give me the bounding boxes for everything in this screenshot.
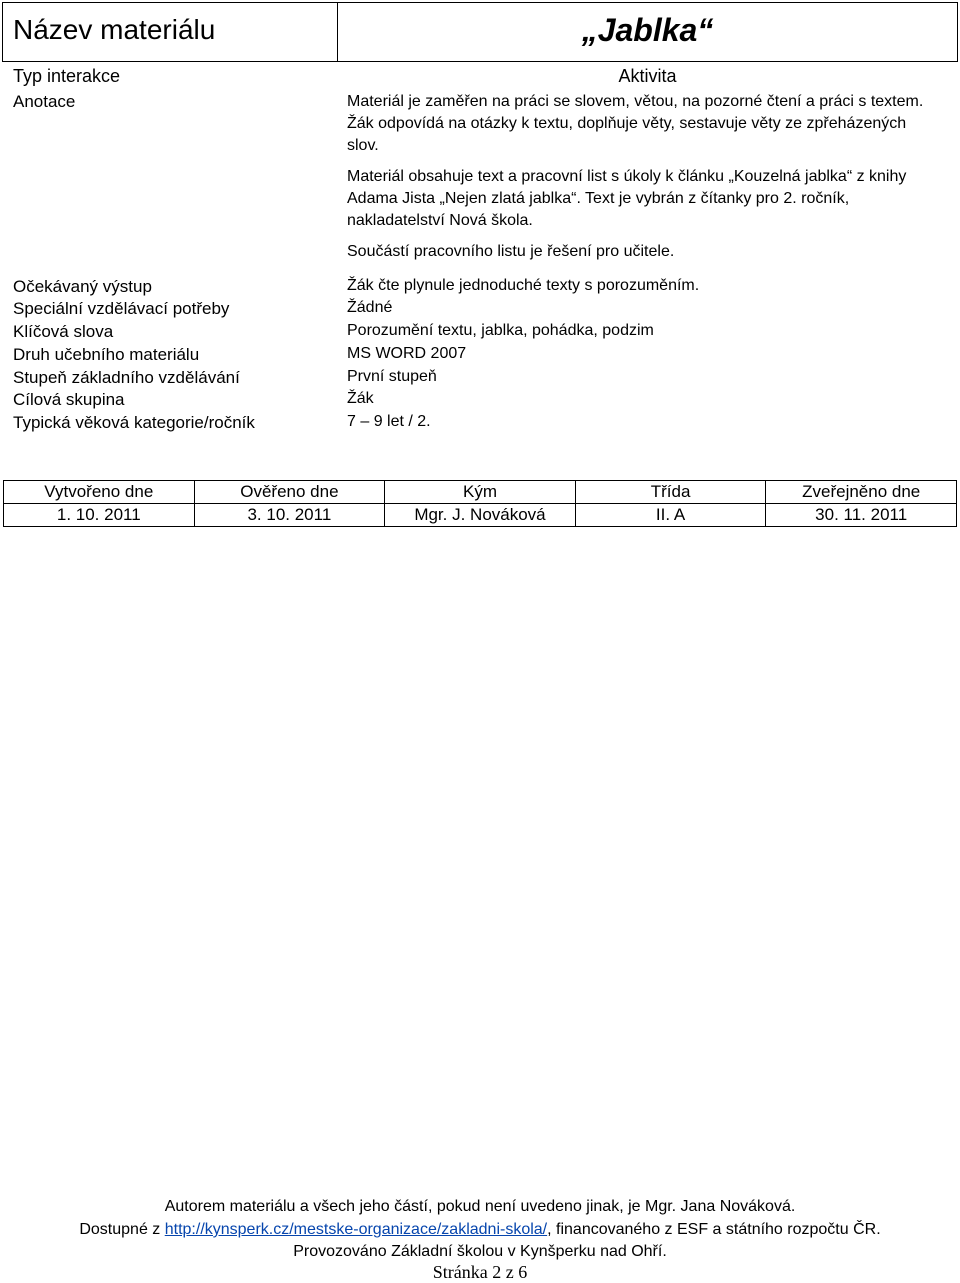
interaction-type-label: Typ interakce <box>13 66 121 86</box>
row-value-education-level: První stupeň <box>347 368 437 385</box>
page-number: Stránka 2 z 6 <box>432 1262 528 1282</box>
material-name-label: Název materiálu <box>13 14 216 45</box>
row-label-material-kind: Druh učebního materiálu <box>13 345 200 364</box>
row-value-material-kind: MS WORD 2007 <box>347 345 467 362</box>
header-published: Zveřejněno dne <box>766 481 957 504</box>
row-label-age-category: Typická věková kategorie/ročník <box>13 413 255 432</box>
row-label-target-group: Cílová skupina <box>13 390 125 409</box>
metadata-table <box>3 480 957 527</box>
row-value-special-needs: Žádné <box>347 299 393 316</box>
metadata-value-row <box>4 504 957 527</box>
row-label-special-needs: Speciální vzdělávací potřeby <box>13 299 230 318</box>
value-verified: 3. 10. 2011 <box>194 504 385 527</box>
header-created: Vytvořeno dne <box>4 481 195 504</box>
interaction-type-value: Aktivita <box>618 66 677 86</box>
header-verified: Ověřeno dne <box>194 481 385 504</box>
footer-author-line: Autorem materiálu a všech jeho částí, pokud není uvedeno jinak, je Mgr. Jana Nováková. <box>164 1198 796 1215</box>
footer-source-line <box>0 1221 960 1239</box>
row-label-education-level: Stupeň základního vzdělávání <box>13 368 240 387</box>
metadata-header-row <box>4 481 957 504</box>
annotation-label: Anotace <box>13 92 76 111</box>
value-by-whom: Mgr. J. Nováková <box>385 504 576 527</box>
row-value-expected-output: Žák čte plynule jednoduché texty s porozuměním. <box>347 277 700 294</box>
annotation-text <box>347 91 937 263</box>
annotation-paragraph-1: Materiál je zaměřen na práci se slovem, větou, na pozorné čtení a práci s textem. Žák odpovídá na otázky k textu, doplňuje věty, sestavuje věty ze zpřeházených slov. <box>347 93 924 154</box>
footer-source-prefix: Dostupné z <box>79 1221 165 1238</box>
header-by-whom: Kým <box>385 481 576 504</box>
value-created: 1. 10. 2011 <box>4 504 195 527</box>
row-label-expected-output: Očekávaný výstup <box>13 277 152 296</box>
value-class: II. A <box>575 504 766 527</box>
material-name-value: „Jablka“ <box>581 12 714 48</box>
row-value-age-category: 7 – 9 let / 2. <box>347 413 431 430</box>
row-label-keywords: Klíčová slova <box>13 322 114 341</box>
row-value-target-group: Žák <box>347 390 374 407</box>
footer-operator-line: Provozováno Základní školou v Kynšperku nad Ohří. <box>293 1243 667 1260</box>
footer-source-suffix: , financovaného z ESF a státního rozpočtu ČR. <box>547 1221 881 1238</box>
annotation-paragraph-3: Součástí pracovního listu je řešení pro učitele. <box>347 243 675 260</box>
annotation-paragraph-2: Materiál obsahuje text a pracovní list s úkoly k článku „Kouzelná jablka“ z knihy Adama Jista „Nejen zlatá jablka“. Text je vybrán z čítanky pro 2. ročník, nakladatelství Nová škola. <box>347 168 907 229</box>
value-published: 30. 11. 2011 <box>766 504 957 527</box>
header-class: Třída <box>575 481 766 504</box>
row-value-keywords: Porozumění textu, jablka, pohádka, podzim <box>347 322 654 339</box>
footer-source-link[interactable]: http://kynsperk.cz/mestske-organizace/zakladni-skola/ <box>164 1221 548 1238</box>
